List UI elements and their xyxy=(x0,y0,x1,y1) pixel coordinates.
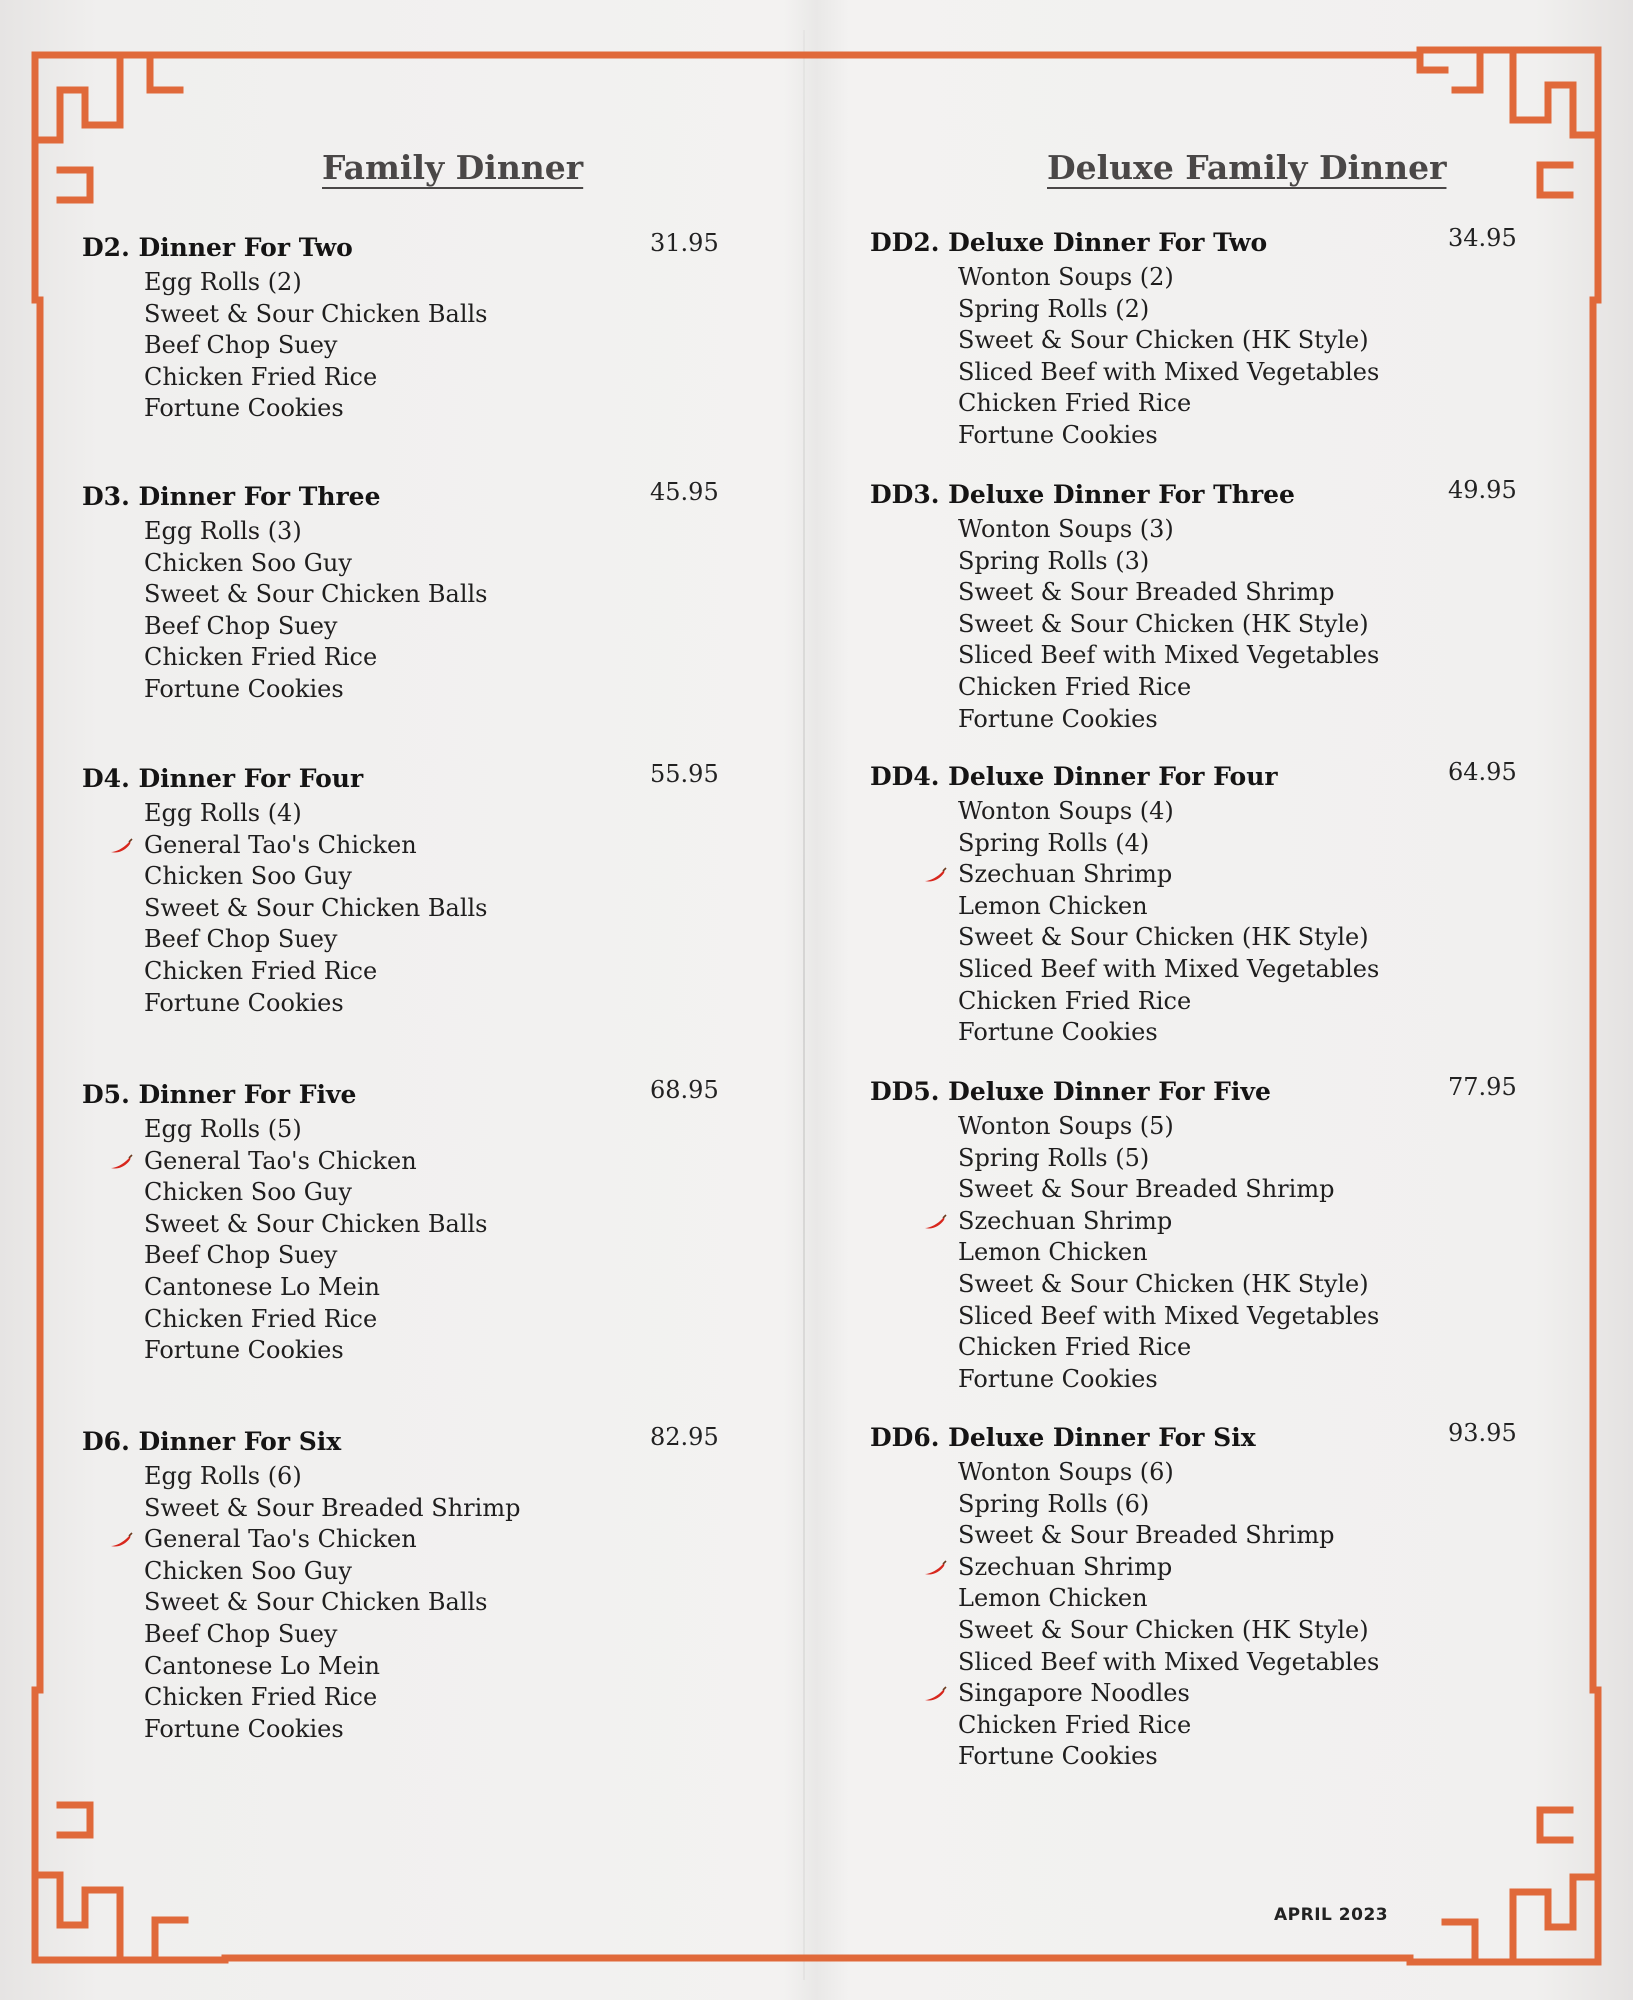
item-name: Sweet & Sour Breaded Shrimp xyxy=(958,1175,1335,1204)
item-name: Cantonese Lo Mein xyxy=(144,1272,380,1301)
family-dinner-title: Family Dinner xyxy=(322,148,584,187)
menu-date: APRIL 2023 xyxy=(1274,1905,1389,1925)
item-name: Sweet & Sour Chicken (HK Style) xyxy=(958,609,1369,638)
list-item xyxy=(870,1647,1530,1679)
list-item xyxy=(82,830,742,862)
item-name: General Tao's Chicken xyxy=(144,1146,417,1175)
item-name: Chicken Fried Rice xyxy=(958,1333,1192,1362)
list-item xyxy=(870,1301,1530,1333)
combo-name: D3. Dinner For Three xyxy=(82,482,381,511)
list-item xyxy=(870,1678,1530,1710)
item-name: Sliced Beef with Mixed Vegetables xyxy=(958,357,1380,386)
item-name: Fortune Cookies xyxy=(958,1742,1158,1771)
combo-name: DD3. Deluxe Dinner For Three xyxy=(870,480,1295,509)
list-item xyxy=(870,1364,1530,1396)
list-item xyxy=(82,1304,742,1336)
item-name: General Tao's Chicken xyxy=(144,830,417,859)
list-item xyxy=(870,1174,1530,1206)
combo-header xyxy=(82,760,742,798)
combo-name: DD5. Deluxe Dinner For Five xyxy=(870,1077,1271,1106)
item-name: Szechuan Shrimp xyxy=(958,1206,1173,1235)
item-name: Chicken Fried Rice xyxy=(144,1304,378,1333)
item-name: Spring Rolls (2) xyxy=(958,294,1150,323)
combo-dd5 xyxy=(870,1073,1530,1395)
combo-d4 xyxy=(82,760,742,1019)
item-name: Lemon Chicken xyxy=(958,1584,1148,1613)
list-item xyxy=(870,922,1530,954)
item-name: Chicken Fried Rice xyxy=(958,1710,1192,1739)
chili-pepper-icon xyxy=(922,1559,948,1577)
item-name: Wonton Soups (5) xyxy=(958,1112,1174,1140)
list-item xyxy=(82,1493,742,1525)
list-item xyxy=(870,986,1530,1018)
combo-dd4 xyxy=(870,758,1530,1049)
list-item xyxy=(82,924,742,956)
list-item xyxy=(82,861,742,893)
item-name: Sliced Beef with Mixed Vegetables xyxy=(958,641,1380,670)
combo-d2 xyxy=(82,229,742,425)
item-name: Lemon Chicken xyxy=(958,891,1148,920)
list-item xyxy=(870,672,1530,704)
list-item xyxy=(870,891,1530,923)
combo-item-list xyxy=(82,516,742,706)
list-item xyxy=(870,388,1530,420)
list-item xyxy=(82,548,742,580)
combo-price: 34.95 xyxy=(1448,224,1517,252)
list-item xyxy=(870,325,1530,357)
combo-item-list xyxy=(82,1114,742,1367)
combo-item-list xyxy=(82,798,742,1019)
combo-name: D4. Dinner For Four xyxy=(82,764,364,793)
item-name: Chicken Fried Rice xyxy=(144,956,378,985)
item-name: Fortune Cookies xyxy=(144,674,344,703)
combo-header xyxy=(870,758,1530,796)
item-name: Spring Rolls (4) xyxy=(958,828,1150,857)
list-item xyxy=(82,1714,742,1746)
combo-item-list xyxy=(870,1111,1530,1395)
combo-item-list xyxy=(870,262,1530,452)
list-item xyxy=(82,330,742,362)
list-item xyxy=(870,1615,1530,1647)
list-item xyxy=(82,1461,742,1493)
list-item xyxy=(870,1237,1530,1269)
combo-name: D5. Dinner For Five xyxy=(82,1080,357,1109)
list-item xyxy=(870,1332,1530,1364)
item-name: Fortune Cookies xyxy=(144,1336,344,1365)
item-name: Sweet & Sour Chicken Balls xyxy=(144,299,488,328)
item-name: Egg Rolls (5) xyxy=(144,1115,302,1143)
combo-price: 82.95 xyxy=(650,1423,719,1451)
item-name: Chicken Soo Guy xyxy=(144,1556,352,1585)
list-item xyxy=(870,1520,1530,1552)
item-name: Sweet & Sour Chicken (HK Style) xyxy=(958,923,1369,952)
combo-header xyxy=(82,1423,742,1461)
item-name: Beef Chop Suey xyxy=(144,611,338,640)
item-name: Chicken Fried Rice xyxy=(958,672,1192,701)
combo-header xyxy=(870,476,1530,514)
item-name: Fortune Cookies xyxy=(958,1018,1158,1047)
list-item xyxy=(870,294,1530,326)
item-name: Wonton Soups (2) xyxy=(958,263,1174,291)
combo-d5 xyxy=(82,1076,742,1367)
item-name: Fortune Cookies xyxy=(144,394,344,423)
list-item xyxy=(870,828,1530,860)
item-name: Chicken Soo Guy xyxy=(144,1178,352,1207)
list-item xyxy=(870,1017,1530,1049)
chili-pepper-icon xyxy=(108,1531,134,1549)
item-name: General Tao's Chicken xyxy=(144,1525,417,1554)
item-name: Egg Rolls (3) xyxy=(144,517,302,545)
list-item xyxy=(82,798,742,830)
combo-name: DD2. Deluxe Dinner For Two xyxy=(870,228,1268,257)
item-name: Sliced Beef with Mixed Vegetables xyxy=(958,954,1380,983)
item-name: Chicken Soo Guy xyxy=(144,862,352,891)
combo-d6 xyxy=(82,1423,742,1745)
item-name: Spring Rolls (5) xyxy=(958,1143,1150,1172)
list-item xyxy=(870,1489,1530,1521)
item-name: Singapore Noodles xyxy=(958,1679,1190,1708)
item-name: Sweet & Sour Chicken Balls xyxy=(144,1209,488,1238)
combo-name: D6. Dinner For Six xyxy=(82,1427,342,1456)
list-item xyxy=(870,704,1530,736)
list-item xyxy=(82,674,742,706)
item-name: Sweet & Sour Chicken (HK Style) xyxy=(958,1615,1369,1644)
item-name: Wonton Soups (3) xyxy=(958,515,1174,543)
item-name: Beef Chop Suey xyxy=(144,331,338,360)
list-item xyxy=(870,1111,1530,1143)
item-name: Beef Chop Suey xyxy=(144,1241,338,1270)
list-item xyxy=(82,893,742,925)
item-name: Szechuan Shrimp xyxy=(958,860,1173,889)
item-name: Sweet & Sour Chicken Balls xyxy=(144,893,488,922)
item-name: Cantonese Lo Mein xyxy=(144,1651,380,1680)
chili-pepper-icon xyxy=(108,837,134,855)
combo-dd6 xyxy=(870,1419,1530,1773)
combo-item-list xyxy=(870,1457,1530,1773)
list-item xyxy=(82,1114,742,1146)
list-item xyxy=(82,393,742,425)
combo-header xyxy=(870,1073,1530,1111)
item-name: Chicken Fried Rice xyxy=(144,643,378,672)
chili-pepper-icon xyxy=(922,1213,948,1231)
item-name: Sweet & Sour Chicken (HK Style) xyxy=(958,326,1369,355)
list-item xyxy=(870,577,1530,609)
combo-name: DD4. Deluxe Dinner For Four xyxy=(870,762,1278,791)
combo-price: 49.95 xyxy=(1448,476,1517,504)
list-item xyxy=(82,956,742,988)
list-item xyxy=(870,1143,1530,1175)
item-name: Chicken Fried Rice xyxy=(958,986,1192,1015)
combo-d3 xyxy=(82,478,742,706)
list-item xyxy=(82,1209,742,1241)
item-name: Spring Rolls (6) xyxy=(958,1489,1150,1518)
deluxe-family-dinner-title: Deluxe Family Dinner xyxy=(1047,148,1447,187)
combo-item-list xyxy=(870,514,1530,735)
combo-header xyxy=(870,1419,1530,1457)
item-name: Egg Rolls (4) xyxy=(144,799,302,827)
combo-dd3 xyxy=(870,476,1530,735)
list-item xyxy=(82,1335,742,1367)
list-item xyxy=(82,1240,742,1272)
combo-name: D2. Dinner For Two xyxy=(82,233,353,262)
combo-header xyxy=(82,229,742,267)
combo-price: 55.95 xyxy=(650,760,719,788)
list-item xyxy=(82,1619,742,1651)
list-item xyxy=(870,262,1530,294)
list-item xyxy=(870,859,1530,891)
chili-pepper-icon xyxy=(108,1153,134,1171)
item-name: Fortune Cookies xyxy=(958,420,1158,449)
list-item xyxy=(82,579,742,611)
list-item xyxy=(870,357,1530,389)
item-name: Chicken Fried Rice xyxy=(144,1683,378,1712)
combo-price: 45.95 xyxy=(650,478,719,506)
item-name: Sweet & Sour Chicken Balls xyxy=(144,1588,488,1617)
list-item xyxy=(82,1651,742,1683)
list-item xyxy=(82,1177,742,1209)
combo-price: 31.95 xyxy=(650,229,719,257)
list-item xyxy=(82,1556,742,1588)
list-item xyxy=(82,362,742,394)
item-name: Sweet & Sour Chicken (HK Style) xyxy=(958,1269,1369,1298)
combo-price: 77.95 xyxy=(1448,1073,1517,1101)
item-name: Szechuan Shrimp xyxy=(958,1552,1173,1581)
list-item xyxy=(870,954,1530,986)
combo-price: 64.95 xyxy=(1448,758,1517,786)
item-name: Beef Chop Suey xyxy=(144,1619,338,1648)
list-item xyxy=(82,1682,742,1714)
list-item xyxy=(870,1741,1530,1773)
list-item xyxy=(870,420,1530,452)
item-name: Fortune Cookies xyxy=(958,1364,1158,1393)
list-item xyxy=(82,1587,742,1619)
combo-item-list xyxy=(870,796,1530,1049)
list-item xyxy=(870,1583,1530,1615)
item-name: Egg Rolls (6) xyxy=(144,1462,302,1490)
combo-header xyxy=(870,224,1530,262)
list-item xyxy=(870,1206,1530,1238)
item-name: Sweet & Sour Breaded Shrimp xyxy=(958,1521,1335,1550)
combo-name: DD6. Deluxe Dinner For Six xyxy=(870,1423,1256,1452)
combo-header xyxy=(82,1076,742,1114)
list-item xyxy=(82,988,742,1020)
list-item xyxy=(870,1269,1530,1301)
list-item xyxy=(82,1524,742,1556)
list-item xyxy=(870,546,1530,578)
item-name: Sliced Beef with Mixed Vegetables xyxy=(958,1301,1380,1330)
item-name: Chicken Fried Rice xyxy=(958,389,1192,418)
list-item xyxy=(870,514,1530,546)
list-item xyxy=(870,640,1530,672)
item-name: Chicken Soo Guy xyxy=(144,548,352,577)
list-item xyxy=(870,1710,1530,1742)
list-item xyxy=(82,516,742,548)
chili-pepper-icon xyxy=(922,866,948,884)
list-item xyxy=(82,611,742,643)
item-name: Lemon Chicken xyxy=(958,1238,1148,1267)
combo-item-list xyxy=(82,267,742,425)
item-name: Sliced Beef with Mixed Vegetables xyxy=(958,1647,1380,1676)
list-item xyxy=(870,796,1530,828)
item-name: Fortune Cookies xyxy=(144,988,344,1017)
combo-header xyxy=(82,478,742,516)
combo-price: 68.95 xyxy=(650,1076,719,1104)
item-name: Beef Chop Suey xyxy=(144,925,338,954)
list-item xyxy=(82,642,742,674)
list-item xyxy=(82,267,742,299)
chili-pepper-icon xyxy=(922,1685,948,1703)
item-name: Sweet & Sour Breaded Shrimp xyxy=(144,1493,521,1522)
item-name: Chicken Fried Rice xyxy=(144,362,378,391)
list-item xyxy=(870,1457,1530,1489)
item-name: Wonton Soups (4) xyxy=(958,797,1174,825)
item-name: Sweet & Sour Breaded Shrimp xyxy=(958,578,1335,607)
item-name: Fortune Cookies xyxy=(958,704,1158,733)
combo-dd2 xyxy=(870,224,1530,452)
list-item xyxy=(82,1272,742,1304)
combo-price: 93.95 xyxy=(1448,1419,1517,1447)
list-item xyxy=(870,609,1530,641)
list-item xyxy=(870,1552,1530,1584)
item-name: Wonton Soups (6) xyxy=(958,1458,1174,1486)
item-name: Spring Rolls (3) xyxy=(958,546,1150,575)
list-item xyxy=(82,1146,742,1178)
item-name: Egg Rolls (2) xyxy=(144,268,302,296)
combo-item-list xyxy=(82,1461,742,1745)
item-name: Sweet & Sour Chicken Balls xyxy=(144,580,488,609)
item-name: Fortune Cookies xyxy=(144,1714,344,1743)
list-item xyxy=(82,299,742,331)
